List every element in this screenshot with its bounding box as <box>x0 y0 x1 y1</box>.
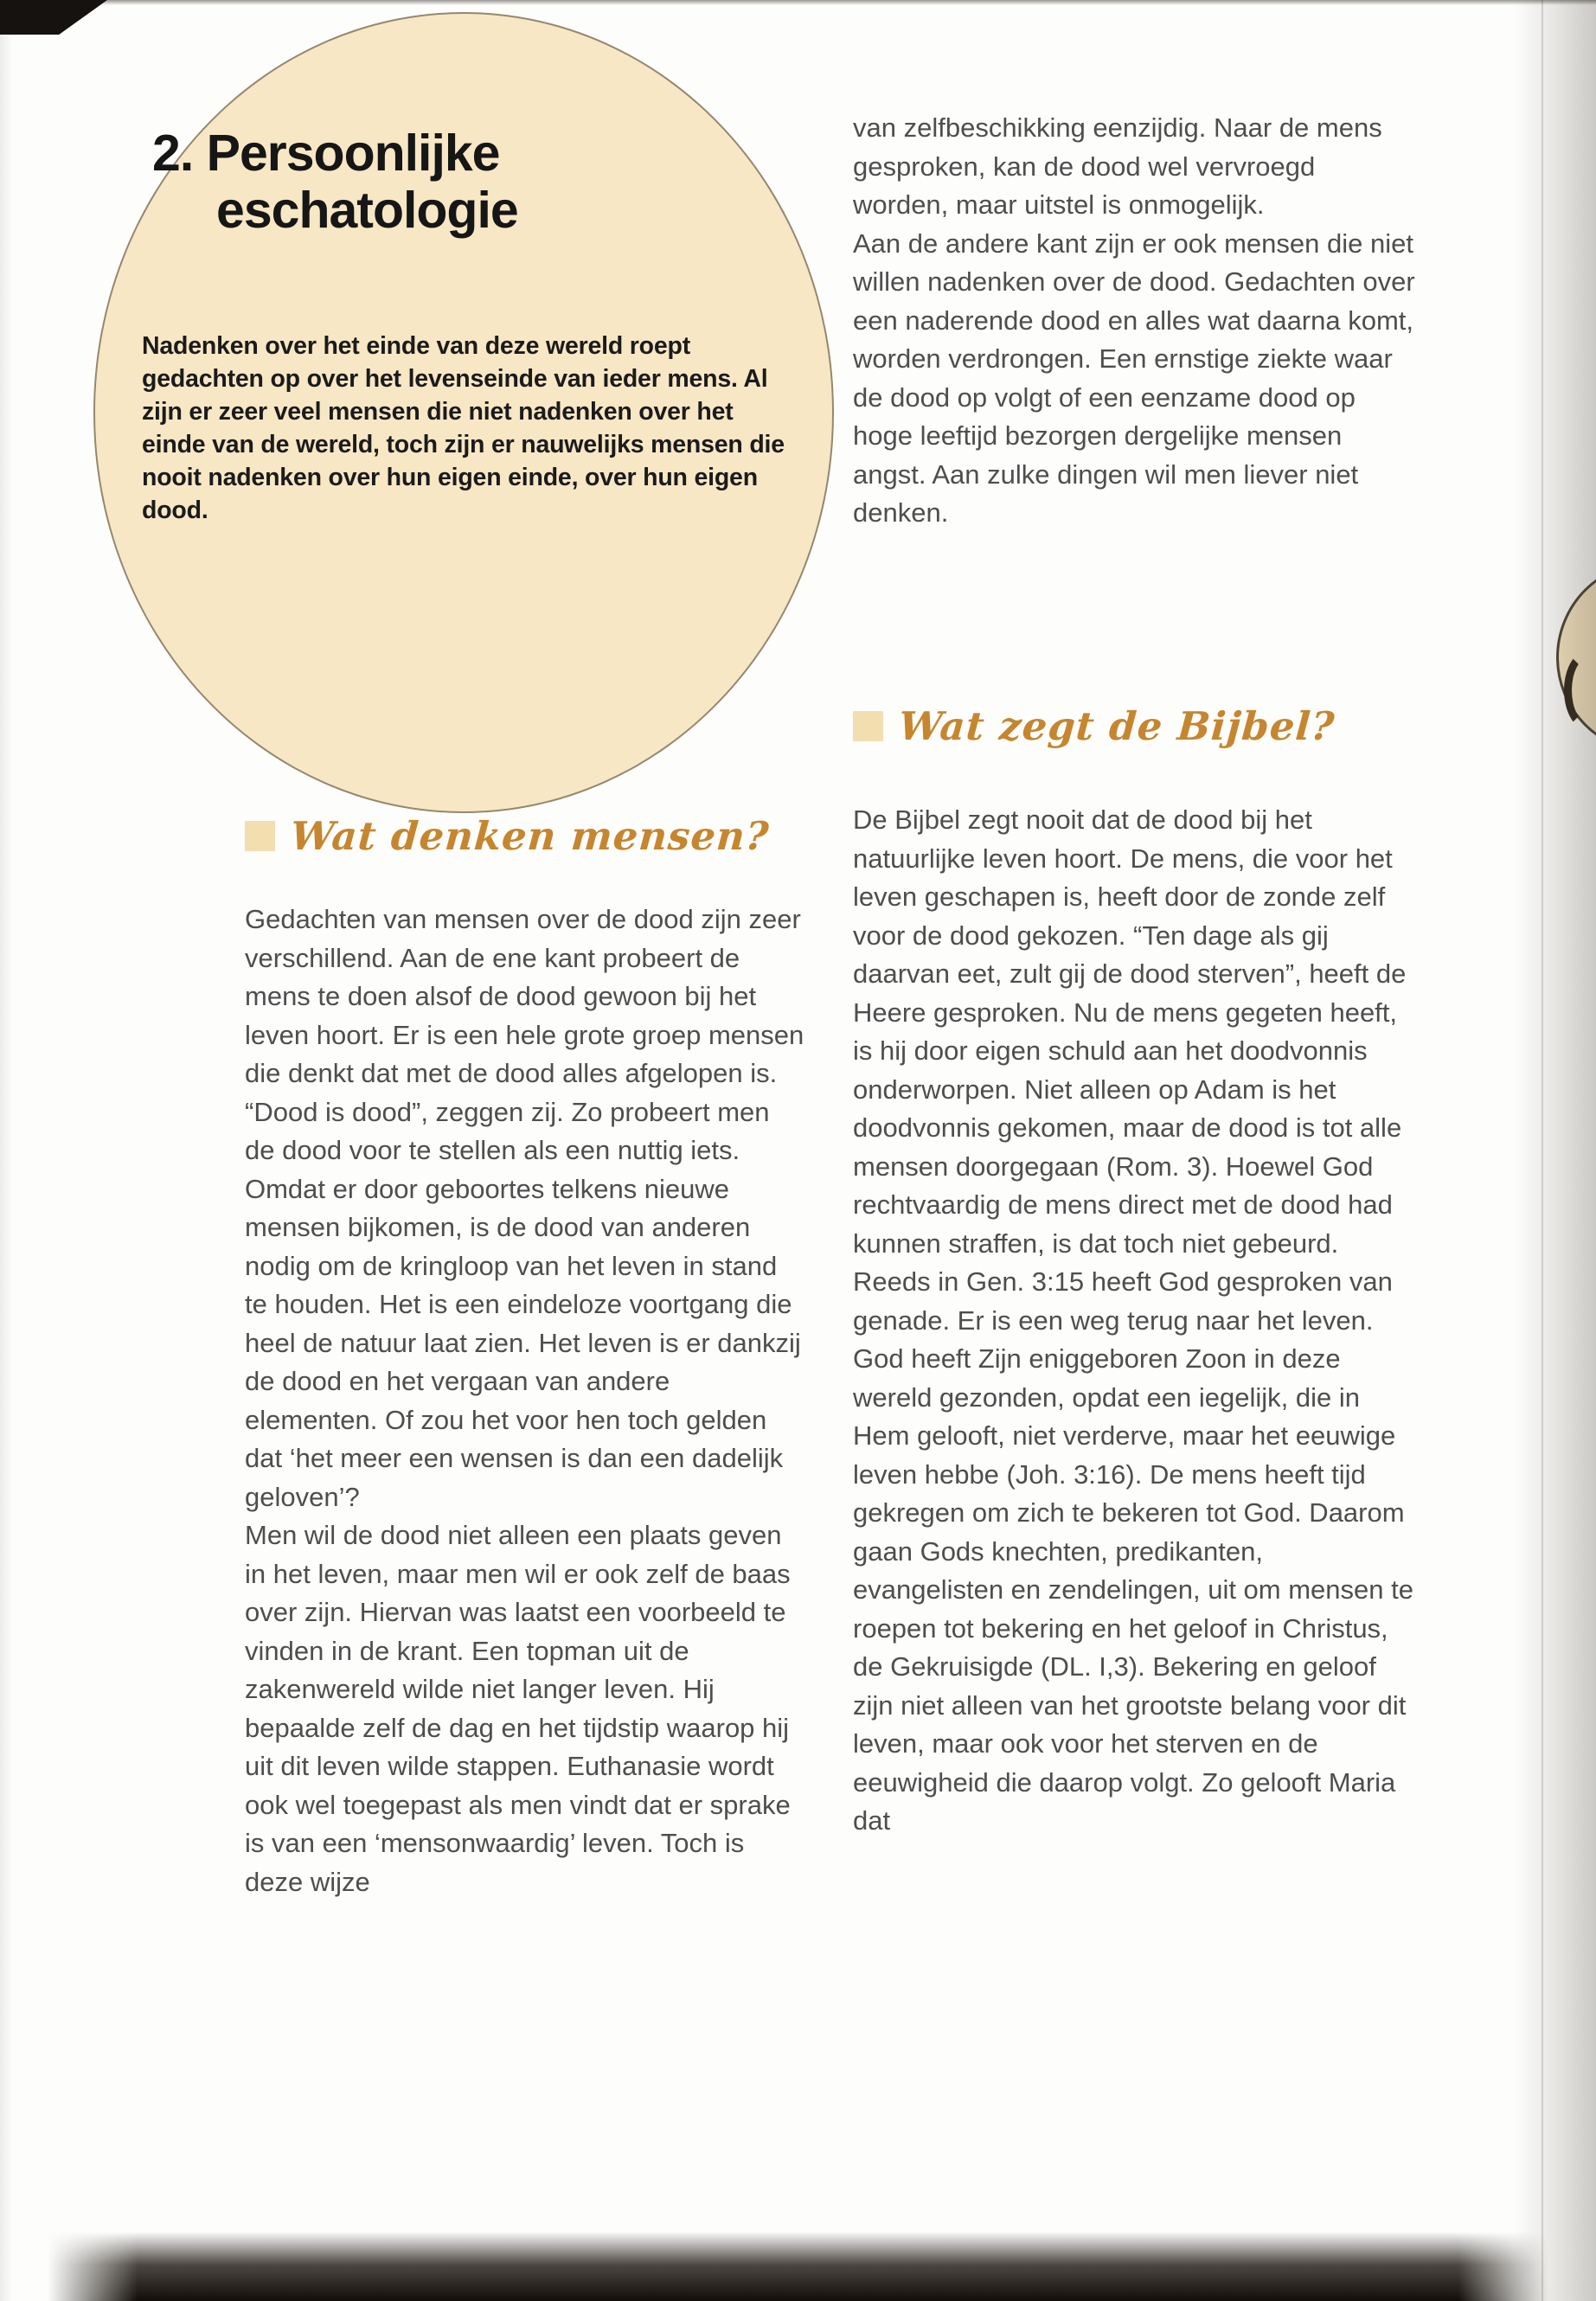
scan-corner-shadow <box>0 0 107 35</box>
chapter-intro-ellipse <box>93 12 834 813</box>
body-paragraph: De Bijbel zegt nooit dat de dood bij het natuurlijke leven hoort. De mens, die voor het leven geschapen is, heeft door de zonde zelf voor de dood gekozen. “Ten dage als gij daarvan eet, zult gij de dood sterven”, heeft de Heere gesproken. Nu de mens gegeten heeft, is hij door eigen schuld aan het doodvonnis onderworpen. Niet alleen op Adam is het doodvonnis gekomen, maar de dood is tot alle mensen doorgegaan (Rom. 3). Hoewel God rechtvaardig de mens direct met de dood had kunnen straffen, is dat toch niet gebeurd. Reeds in Gen. 3:15 heeft God gesproken van genade. Er is een weg terug naar het leven. God heeft Zijn eniggeboren Zoon in deze wereld gezonden, opdat een iegelijk, die in Hem gelooft, niet verderve, maar het eeuwige leven hebbe (Joh. 3:16). De mens heeft tijd gekregen om zich te bekeren tot God. Daarom gaan Gods knechten, predikanten, evangelisten en zendelingen, uit om mensen te roepen tot bekering en het geloof in Christus, de Gekruisigde (DL. I,3). Bekering en geloof zijn niet alleen van het grootste belang voor dit leven, maar ook voor het sterven en de eeuwigheid die daarop volgt. Zo gelooft Maria dat <box>853 804 1413 1836</box>
body-paragraph: Men wil de dood niet alleen een plaats geven in het leven, maar men wil er ook zelf de baas over zijn. Hiervan was laatst een voorbeeld te vinden in de krant. Een topman uit de zakenwereld wilde niet langer leven. Hij bepaalde zelf de dag en het tijdstip waarop hij uit dit leven wilde stappen. Euthanasie wordt ook wel toegepast als men vindt dat er sprake is van een ‘mensonwaardig’ leven. Toch is deze wijze <box>245 1520 791 1897</box>
left-edge-shading <box>0 0 12 2301</box>
section-heading-wat-zegt-de-bijbel <box>853 697 1417 754</box>
body-paragraph: Gedachten van mensen over de dood zijn zeer verschillend. Aan de ene kant probeert de mens te doen alsof de dood gewoon bij het leven hoort. Er is een hele grote groep mensen die denkt dat met de dood alles afgelopen is. “Dood is dood”, zeggen zij. Zo probeert men de dood voor te stellen als een nuttig iets. Omdat er door geboortes telkens nieuwe mensen bijkomen, is de dood van anderen nodig om de kringloop van het leven in stand te houden. Het is een eindeloze voortgang die heel de natuur laat zien. Het leven is er dankzij de dood en het vergaan van andere elementen. Of zou het voor hen toch gelden dat ‘het meer een wensen is dan een dadelijk geloven’? <box>245 904 804 1512</box>
chapter-title-line2: eschatologie <box>216 181 518 239</box>
section-heading-text: Wat denken mensen? <box>289 812 772 859</box>
chapter-intro-text: Nadenken over het einde van deze wereld roept gedachten op over het levenseinde van ieder mens. Al zijn er zeer veel mensen die niet nadenken over het einde van de wereld, toch zijn er nauwelijks mensen die nooit nadenken over hun eigen einde, over hun eigen dood. <box>142 331 785 524</box>
page-edge-gradient <box>1514 0 1596 2301</box>
section-bullet-icon <box>853 711 883 741</box>
right-column-lead <box>853 109 1417 533</box>
body-paragraph: Aan de andere kant zijn er ook mensen die niet willen nadenken over de dood. Gedachten over een naderende dood en alles wat daarna komt, worden verdrongen. Een ernstige ziekte waar de dood op volgt of een eenzame dood op hoge leeftijd bezorgen dergelijke mensen angst. Aan zulke dingen wil men liever niet denken. <box>853 228 1415 528</box>
left-column <box>245 807 805 1901</box>
chapter-title-line1: 2. Persoonlijke <box>152 124 500 182</box>
chapter-title <box>152 125 518 239</box>
top-edge-shadow <box>0 0 1596 5</box>
body-paragraph: van zelfbeschikking eenzijdig. Naar de mens gesproken, kan de dood wel vervroegd worden, maar uitstel is onmogelijk. <box>853 112 1382 220</box>
section-bullet-icon <box>245 821 275 851</box>
right-column-section <box>853 697 1417 1841</box>
section-heading-wat-denken-mensen <box>245 807 805 864</box>
page-bottom-shadow <box>48 2232 1548 2301</box>
section-heading-text: Wat zegt de Bijbel? <box>897 702 1336 749</box>
